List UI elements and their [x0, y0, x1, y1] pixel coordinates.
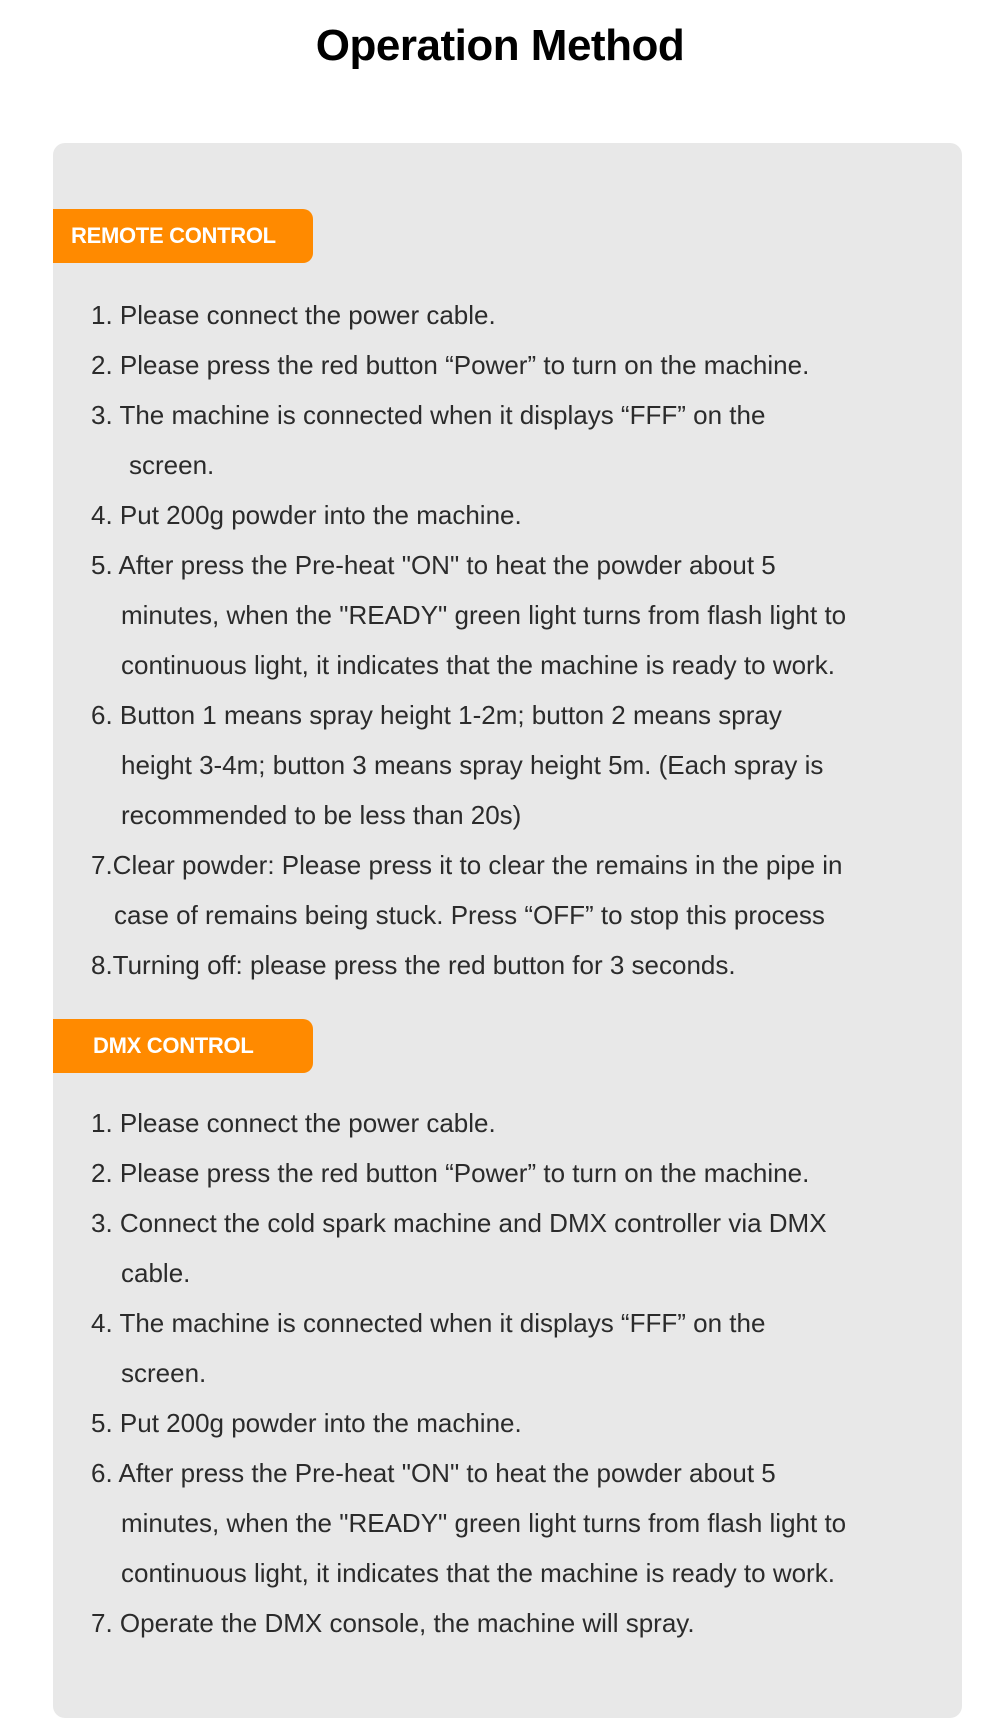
remote-step-2: 2. Please press the red button “Power” to turn on the machine. — [91, 350, 810, 380]
remote-step-4: 4. Put 200g powder into the machine. — [91, 500, 522, 530]
remote-step-8: 8.Turning off: please press the red button for 3 seconds. — [91, 950, 736, 980]
remote-step-5: 5. After press the Pre-heat "ON" to heat the powder about 5 — [91, 550, 776, 580]
dmx-step-6-cont: minutes, when the "READY" green light turns from flash light to — [121, 1508, 847, 1538]
remote-step-6-cont: recommended to be less than 20s) — [121, 800, 522, 830]
dmx-step-2: 2. Please press the red button “Power” to turn on the machine. — [91, 1158, 810, 1188]
dmx-step-6: 6. After press the Pre-heat "ON" to heat the powder about 5 — [91, 1458, 776, 1488]
remote-step-5-cont: continuous light, it indicates that the machine is ready to work. — [121, 650, 835, 680]
dmx-control-badge: DMX CONTROL — [53, 1019, 313, 1073]
remote-step-7: 7.Clear powder: Please press it to clear the remains in the pipe in — [91, 850, 843, 880]
remote-step-5-cont: minutes, when the "READY" green light turns from flash light to — [121, 600, 847, 630]
dmx-step-6-cont: continuous light, it indicates that the machine is ready to work. — [121, 1558, 835, 1588]
dmx-step-7: 7. Operate the DMX console, the machine will spray. — [91, 1608, 695, 1638]
dmx-step-5: 5. Put 200g powder into the machine. — [91, 1408, 522, 1438]
dmx-step-3-cont: cable. — [121, 1258, 191, 1288]
dmx-step-1: 1. Please connect the power cable. — [91, 1108, 496, 1138]
remote-step-3: 3. The machine is connected when it displays “FFF” on the — [91, 400, 766, 430]
remote-step-1: 1. Please connect the power cable. — [91, 300, 496, 330]
dmx-step-4: 4. The machine is connected when it displays “FFF” on the — [91, 1308, 766, 1338]
remote-step-3-cont: screen. — [129, 450, 215, 480]
remote-step-6-cont: height 3-4m; button 3 means spray height 5m. (Each spray is — [121, 750, 824, 780]
remote-step-6: 6. Button 1 means spray height 1-2m; button 2 means spray — [91, 700, 782, 730]
dmx-step-4-cont: screen. — [121, 1358, 207, 1388]
remote-control-badge: REMOTE CONTROL — [53, 209, 313, 263]
page-title: Operation Method — [315, 21, 685, 70]
remote-step-7-cont: case of remains being stuck. Press “OFF” to stop this process — [114, 900, 825, 930]
dmx-step-3: 3. Connect the cold spark machine and DMX controller via DMX — [91, 1208, 827, 1238]
